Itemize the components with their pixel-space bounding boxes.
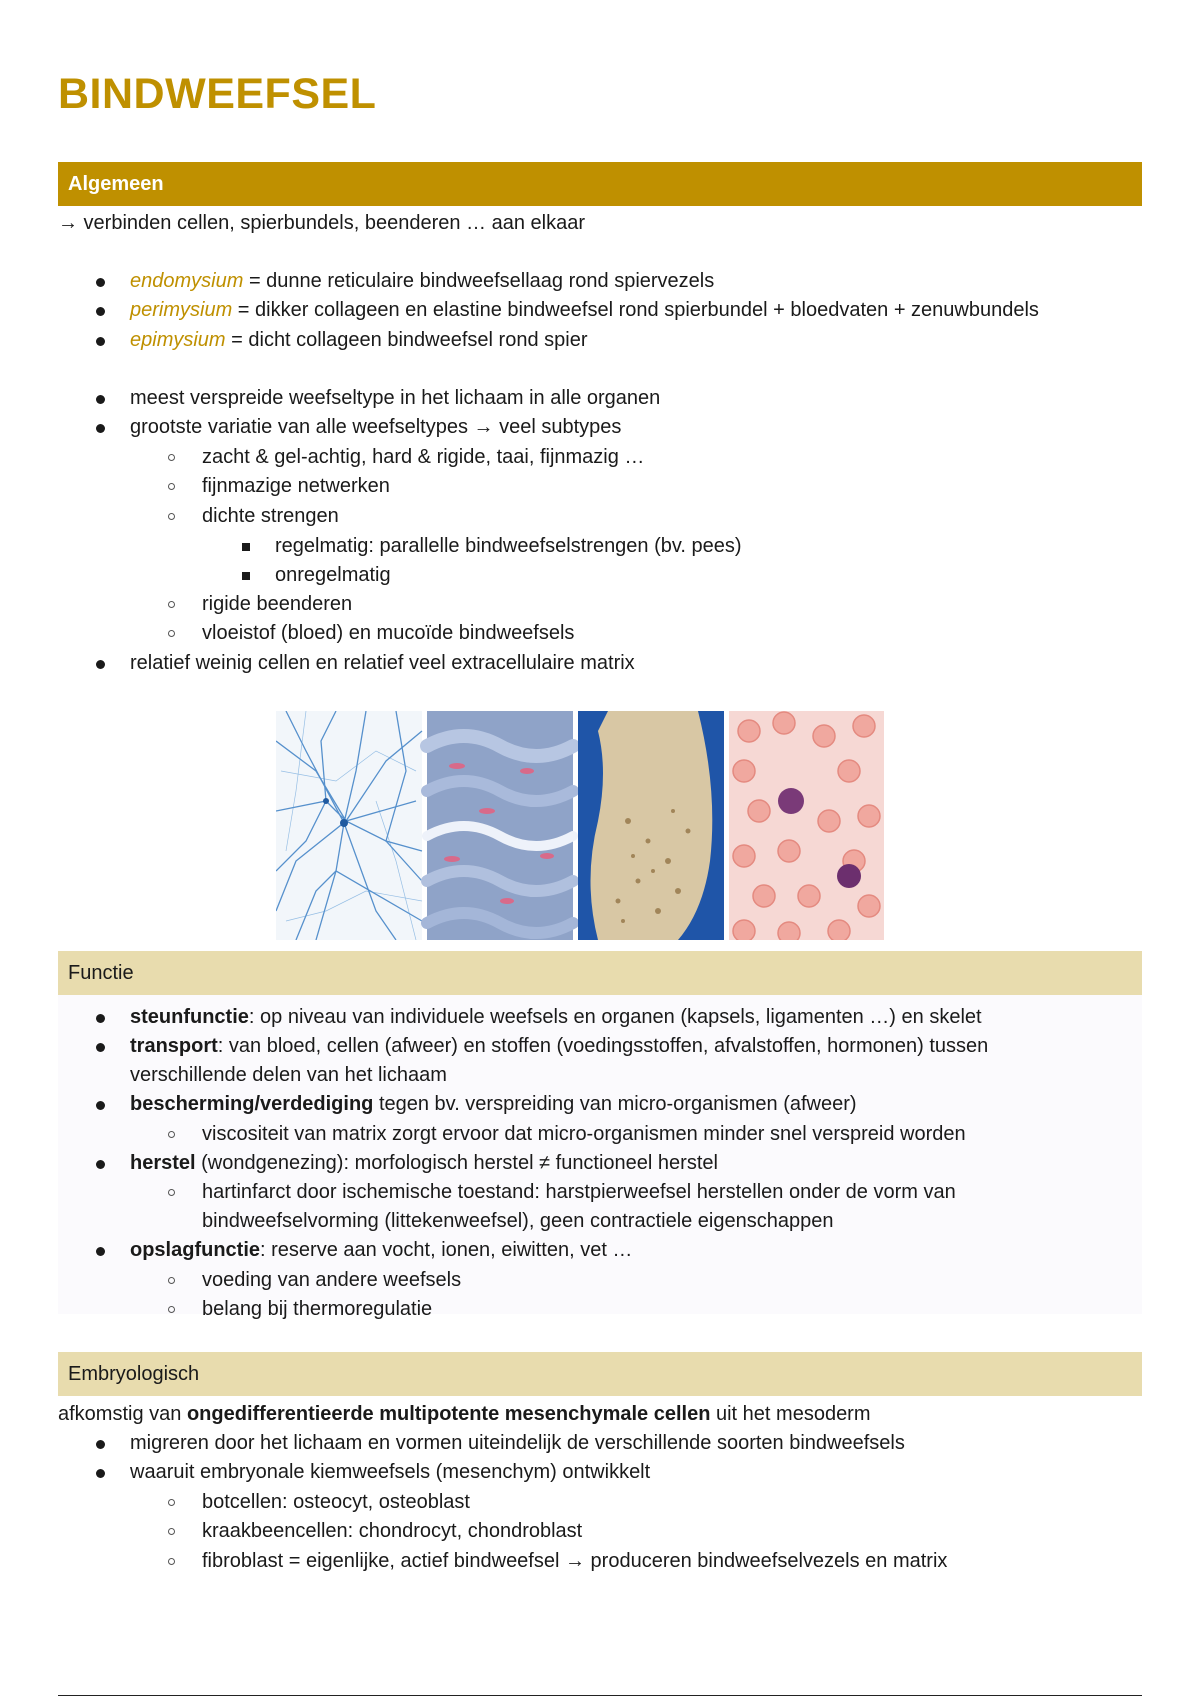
square-bullet-icon xyxy=(242,543,250,551)
fibrous-network-image xyxy=(276,711,422,940)
section-header-embryologisch: Embryologisch xyxy=(58,1352,1142,1396)
list-subitem: zacht & gel-achtig, hard & rigide, taai, fijnmazig … xyxy=(202,446,645,468)
functie-term: transport xyxy=(130,1035,218,1057)
section-header-algemeen: Algemeen xyxy=(58,162,1142,206)
list-subsubitem: regelmatig: parallelle bindweefselstrengen (bv. pees) xyxy=(275,535,742,557)
square-bullet-icon xyxy=(242,572,250,580)
list-subitem: kraakbeencellen: chondrocyt, chondroblast xyxy=(202,1520,583,1542)
functie-text: : reserve aan vocht, ionen, eiwitten, vet … xyxy=(260,1239,633,1261)
list-item xyxy=(130,1005,982,1029)
algemeen-intro: → verbinden cellen, spierbundels, beenderen … aan elkaar xyxy=(58,212,586,234)
list-subitem: voeding van andere weefsels xyxy=(202,1269,462,1291)
list-subitem: rigide beenderen xyxy=(202,593,353,615)
term-definition: = dicht collageen bindweefsel rond spier xyxy=(225,329,588,351)
list-subitem: botcellen: osteocyt, osteoblast xyxy=(202,1491,470,1513)
tissue-images-strip xyxy=(276,711,884,940)
bullet-icon xyxy=(96,395,105,404)
list-subitem: fijnmazige netwerken xyxy=(202,475,390,497)
bullet-icon xyxy=(96,660,105,669)
list-subitem: vloeistof (bloed) en mucoïde bindweefsels xyxy=(202,622,575,644)
bullet-icon xyxy=(96,424,105,433)
term-definition: = dunne reticulaire bindweefsellaag rond spiervezels xyxy=(243,270,715,292)
list-item: grootste variatie van alle weefseltypes → veel subtypes xyxy=(130,416,622,438)
list-item: waaruit embryonale kiemweefsels (mesenchym) ontwikkelt xyxy=(130,1461,651,1483)
bullet-icon xyxy=(96,337,105,346)
list-subitem-continuation: bindweefselvorming (littekenweefsel), geen contractiele eigenschappen xyxy=(202,1210,834,1232)
blood-smear-image xyxy=(729,711,884,940)
term-endomysium: endomysium xyxy=(130,270,244,292)
circle-bullet-icon xyxy=(168,1499,175,1506)
wavy-tendon-image xyxy=(427,711,573,940)
list-item: migreren door het lichaam en vormen uiteindelijk de verschillende soorten bindweefsels xyxy=(130,1432,905,1454)
list-subitem: fibroblast = eigenlijke, actief bindweefsel → produceren bindweefselvezels en matrix xyxy=(202,1550,948,1572)
functie-text: : op niveau van individuele weefsels en organen (kapsels, ligamenten …) en skelet xyxy=(248,1006,982,1028)
circle-bullet-icon xyxy=(168,1189,175,1196)
list-item xyxy=(130,1238,632,1262)
list-subitem: dichte strengen xyxy=(202,505,339,527)
embryologisch-intro xyxy=(58,1402,871,1426)
circle-bullet-icon xyxy=(168,1558,175,1565)
list-item xyxy=(130,1151,718,1175)
list-subitem: belang bij thermoregulatie xyxy=(202,1298,433,1320)
term-perimysium: perimysium xyxy=(130,299,233,321)
term-line xyxy=(130,328,587,352)
intro-bold: ongedifferentieerde multipotente mesenchymale cellen xyxy=(186,1403,711,1425)
bullet-icon xyxy=(96,278,105,287)
circle-bullet-icon xyxy=(168,630,175,637)
functie-text: : van bloed, cellen (afweer) en stoffen (voedingsstoffen, afvalstoffen, hormonen) tussen xyxy=(217,1035,989,1057)
functie-term: steunfunctie xyxy=(130,1006,249,1028)
list-item xyxy=(130,1034,988,1058)
bullet-icon xyxy=(96,1160,105,1169)
functie-text: tegen bv. verspreiding van micro-organismen (afweer) xyxy=(373,1093,857,1115)
page-title: BINDWEEFSEL xyxy=(58,70,377,118)
bullet-icon xyxy=(96,1247,105,1256)
list-subitem: viscositeit van matrix zorgt ervoor dat micro-organismen minder snel verspreid worden xyxy=(202,1123,966,1145)
list-subsubitem: onregelmatig xyxy=(275,564,391,586)
bullet-icon xyxy=(96,1101,105,1110)
circle-bullet-icon xyxy=(168,1131,175,1138)
circle-bullet-icon xyxy=(168,1277,175,1284)
circle-bullet-icon xyxy=(168,1306,175,1313)
term-line xyxy=(130,298,1039,322)
bullet-icon xyxy=(96,1014,105,1023)
bone-image xyxy=(578,711,724,940)
circle-bullet-icon xyxy=(168,601,175,608)
term-epimysium: epimysium xyxy=(130,329,226,351)
bullet-icon xyxy=(96,307,105,316)
list-item: meest verspreide weefseltype in het lichaam in alle organen xyxy=(130,387,661,409)
list-item xyxy=(130,1092,857,1116)
functie-text: (wondgenezing): morfologisch herstel ≠ functioneel herstel xyxy=(195,1152,718,1174)
list-item: relatief weinig cellen en relatief veel extracellulaire matrix xyxy=(130,652,635,674)
functie-term: opslagfunctie xyxy=(130,1239,261,1261)
tissue-images-svg xyxy=(276,711,884,940)
intro-post: uit het mesoderm xyxy=(710,1403,871,1425)
list-subitem: hartinfarct door ischemische toestand: harstpierweefsel herstellen onder de vorm van xyxy=(202,1181,956,1203)
section-header-functie: Functie xyxy=(58,951,1142,995)
circle-bullet-icon xyxy=(168,513,175,520)
term-line xyxy=(130,269,714,293)
list-item-continuation: verschillende delen van het lichaam xyxy=(130,1064,447,1086)
circle-bullet-icon xyxy=(168,1528,175,1535)
functie-term: bescherming/verdediging xyxy=(130,1093,374,1115)
bullet-icon xyxy=(96,1469,105,1478)
bullet-icon xyxy=(96,1043,105,1052)
circle-bullet-icon xyxy=(168,483,175,490)
footer-divider xyxy=(58,1695,1142,1696)
functie-term: herstel xyxy=(130,1152,196,1174)
circle-bullet-icon xyxy=(168,454,175,461)
intro-pre: afkomstig van xyxy=(58,1403,187,1425)
term-definition: = dikker collageen en elastine bindweefsel rond spierbundel + bloedvaten + zenuwbundels xyxy=(232,299,1039,321)
bullet-icon xyxy=(96,1440,105,1449)
